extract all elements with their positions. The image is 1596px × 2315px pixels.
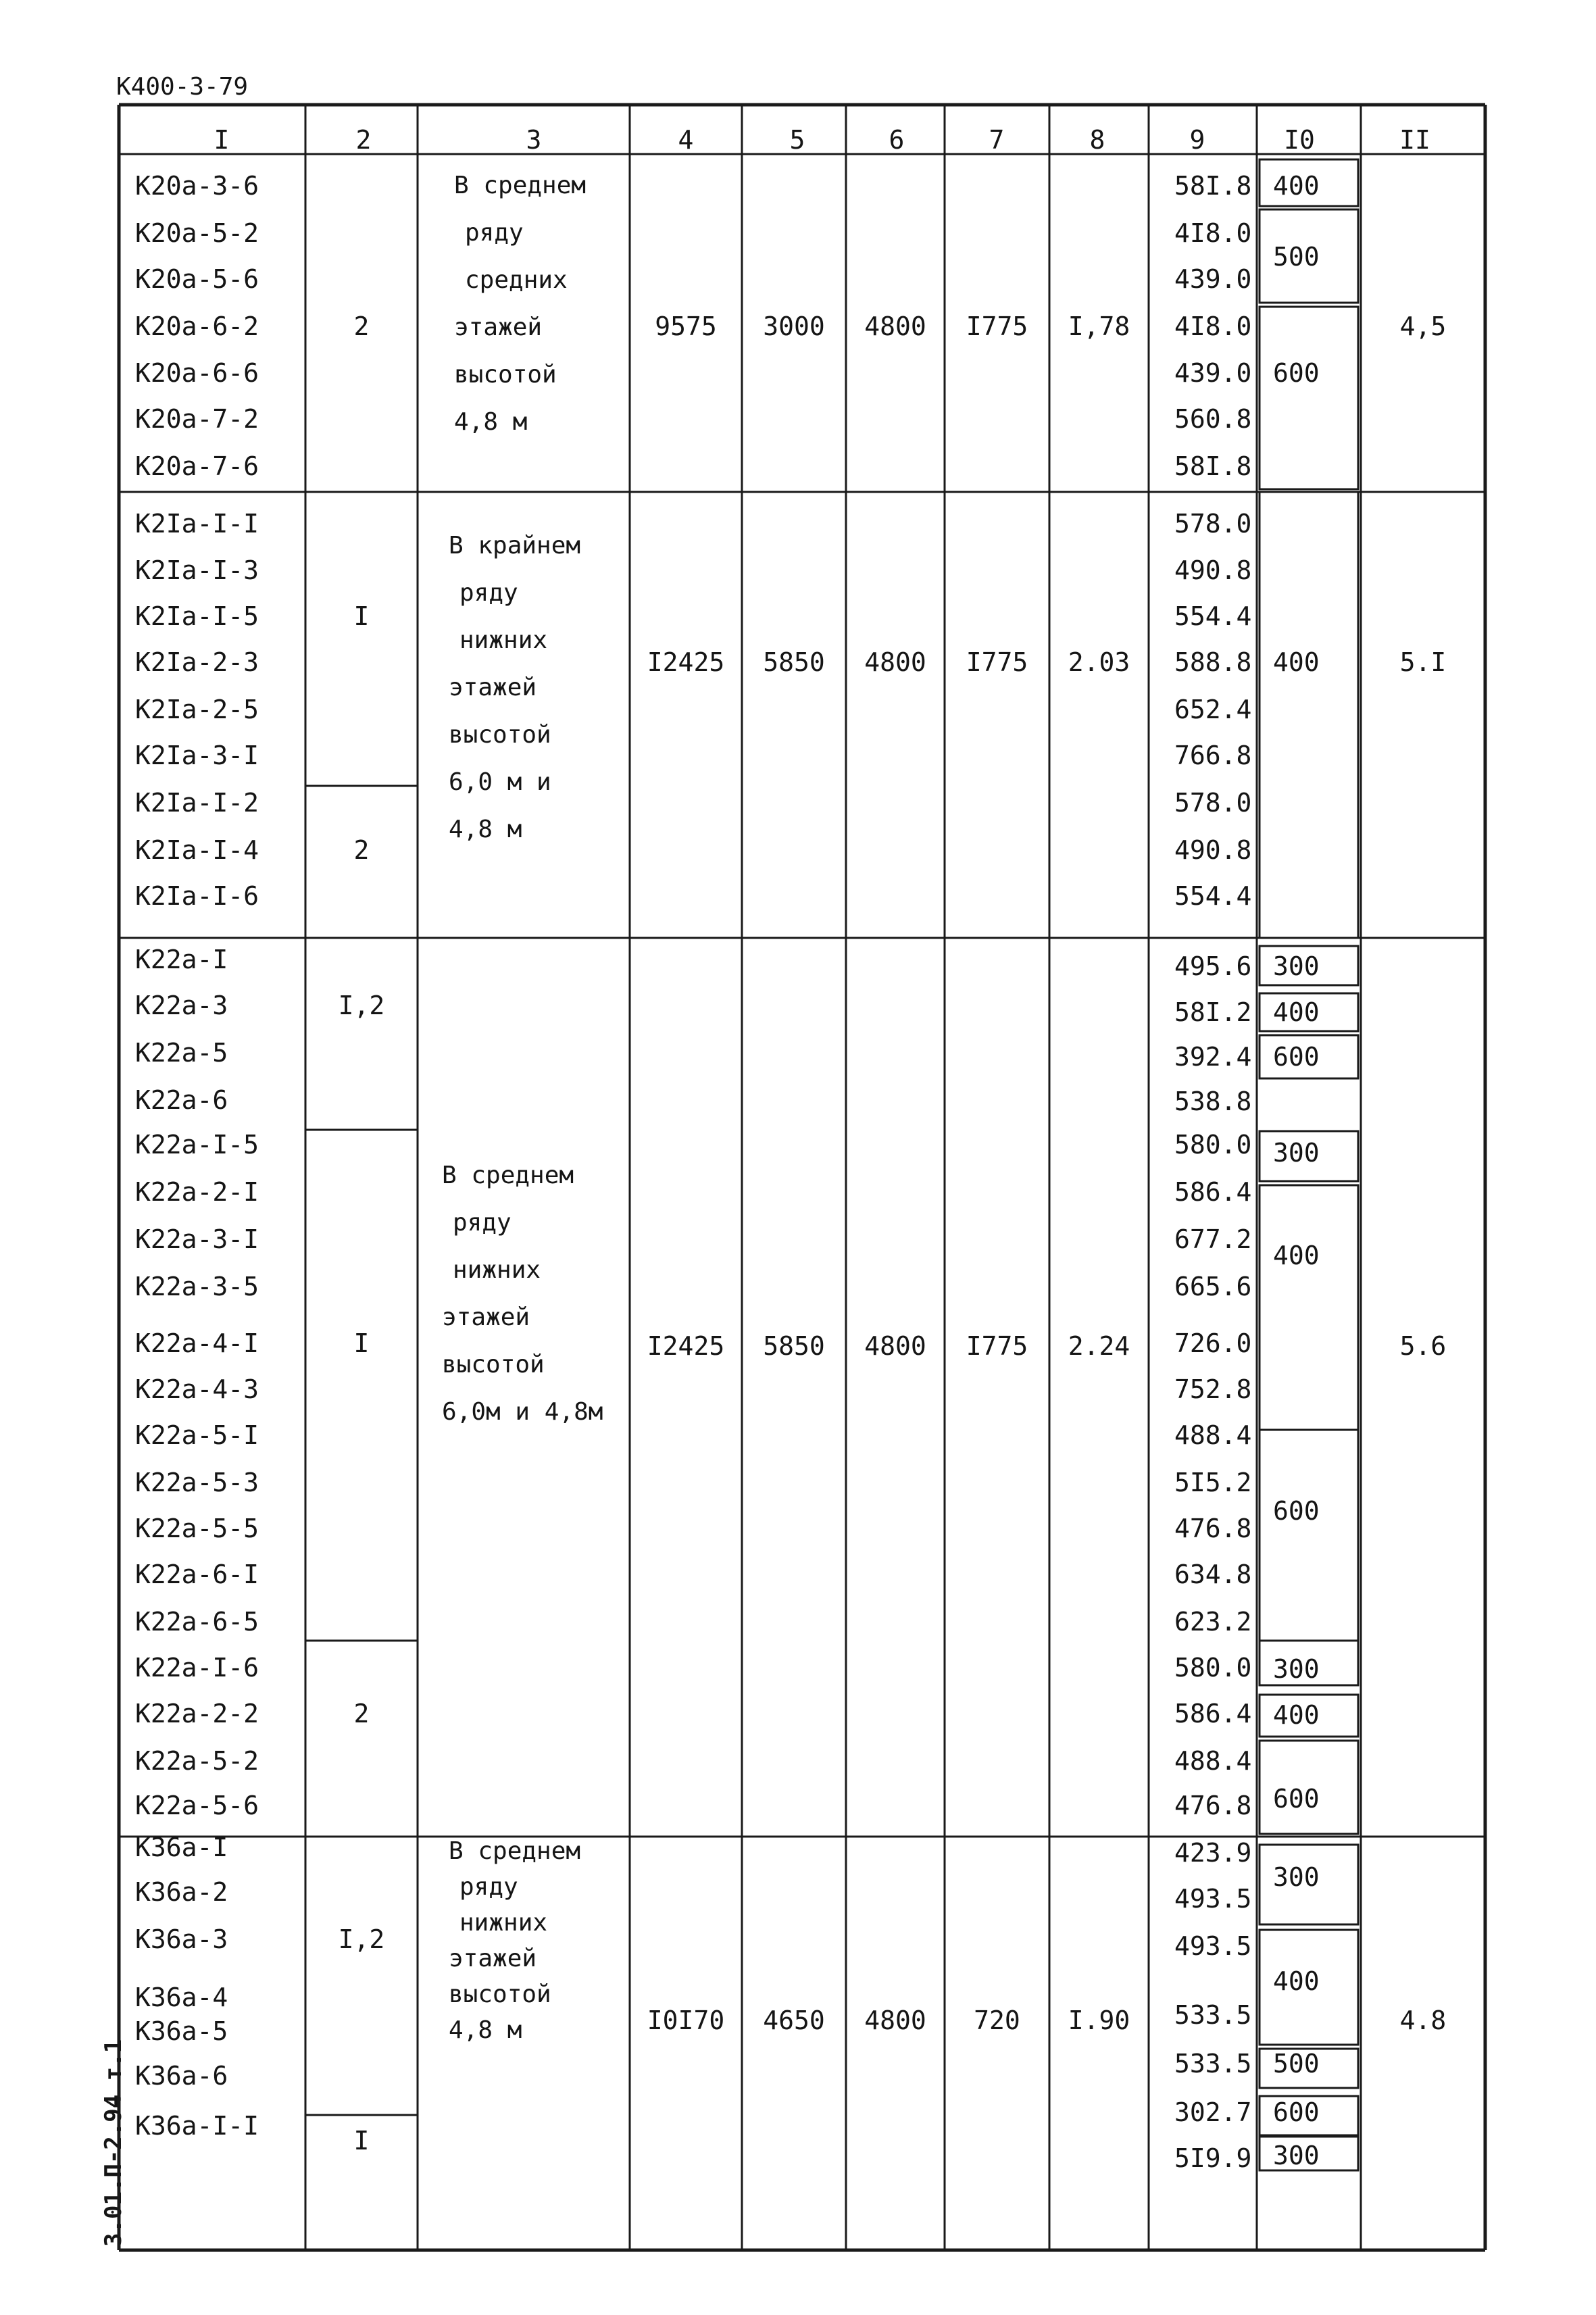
header-col-9: 9: [1189, 125, 1205, 155]
col9-cell: 439.0: [1174, 358, 1252, 388]
col6-cell: 4800: [864, 1331, 926, 1361]
col10-box: [1260, 1430, 1358, 1641]
col9-cell: 4I8.0: [1174, 218, 1252, 248]
col11-cell: 4,5: [1399, 312, 1447, 341]
col9-cell: 634.8: [1174, 1560, 1252, 1589]
document-code: К400-3-79: [116, 73, 249, 101]
col10-cell: 600: [1273, 1784, 1320, 1814]
description-line: 6,0м и 4,8м: [442, 1398, 603, 1426]
col11-cell: 5.I: [1399, 647, 1447, 677]
col9-cell: 554.4: [1174, 881, 1252, 911]
description-line: 4,8 м: [449, 2016, 522, 2044]
col9-cell: 588.8: [1174, 647, 1252, 677]
col9-cell: 4I8.0: [1174, 312, 1252, 341]
col5-cell: 4650: [763, 2006, 825, 2035]
col10-box: [1260, 1185, 1358, 1430]
col4-cell: I0I70: [647, 2006, 725, 2035]
col9-cell: 476.8: [1174, 1791, 1252, 1820]
header-col-5: 5: [789, 125, 805, 155]
col6-cell: 4800: [864, 2006, 926, 2035]
mark-cell: К22а-6-5: [135, 1607, 259, 1637]
col9-cell: 533.5: [1174, 2000, 1252, 2030]
mark-cell: К22а-3-5: [135, 1272, 259, 1301]
col9-cell: 652.4: [1174, 695, 1252, 724]
col10-cell: 400: [1273, 1966, 1320, 1996]
col10-cell: 600: [1273, 2097, 1320, 2127]
mark-cell: К22а-4-3: [135, 1374, 259, 1404]
mark-cell: К2Iа-I-5: [135, 601, 259, 631]
col8-cell: I.90: [1068, 2006, 1130, 2035]
col8-cell: 2.03: [1068, 647, 1130, 677]
col9-cell: 5I9.9: [1174, 2143, 1252, 2173]
description-line: высотой: [442, 1351, 545, 1378]
col5-cell: 5850: [763, 647, 825, 677]
header-col-4: 4: [678, 125, 694, 155]
mark-cell: К2Iа-I-3: [135, 555, 259, 585]
col8-cell: 2.24: [1068, 1331, 1130, 1361]
description-cell: [442, 1152, 603, 1436]
col10-cell: 300: [1273, 1138, 1320, 1168]
col10-cell: 400: [1273, 171, 1320, 201]
header-col-8: 8: [1089, 125, 1105, 155]
col9-cell: 495.6: [1174, 951, 1252, 981]
col10-cell: 600: [1273, 1042, 1320, 1072]
col9-cell: 752.8: [1174, 1374, 1252, 1404]
col9-cell: 623.2: [1174, 1607, 1252, 1637]
col10-cell: 400: [1273, 1700, 1320, 1730]
col9-cell: 578.0: [1174, 788, 1252, 818]
col10-cell: 300: [1273, 951, 1320, 981]
col10-box: [1260, 307, 1358, 489]
mark-cell: К22а-5-3: [135, 1468, 259, 1497]
mark-cell: К20а-5-2: [135, 218, 259, 248]
col9-cell: 488.4: [1174, 1746, 1252, 1776]
col9-cell: 439.0: [1174, 264, 1252, 294]
side-stamp: 3.01.П-2.94 т.1: [100, 2039, 127, 2247]
mark-cell: К36а-3: [135, 1924, 228, 1954]
col10-cell: 300: [1273, 2141, 1320, 2170]
col10-cell: 500: [1273, 2049, 1320, 2078]
description-line: нижних: [459, 626, 548, 654]
col9-cell: 580.0: [1174, 1653, 1252, 1683]
col9-cell: 490.8: [1174, 555, 1252, 585]
mark-cell: К20а-7-6: [135, 451, 259, 481]
header-col-6: 6: [889, 125, 905, 155]
col7-cell: I775: [966, 312, 1028, 341]
col10-cell: 400: [1273, 647, 1320, 677]
mark-cell: К22а-6-I: [135, 1560, 259, 1589]
col4-cell: 9575: [655, 312, 717, 341]
col2-cell: 2: [353, 312, 370, 341]
header-col-2: 2: [355, 125, 372, 155]
mark-cell: К22а-I-6: [135, 1653, 259, 1683]
description-line: высотой: [449, 721, 551, 749]
mark-cell: К2Iа-I-I: [135, 509, 259, 539]
description-line: ряду: [465, 219, 524, 247]
col10-cell: 400: [1273, 1241, 1320, 1270]
col10-cell: 300: [1273, 1654, 1320, 1684]
col9-cell: 726.0: [1174, 1328, 1252, 1358]
mark-cell: К22а-6: [135, 1085, 228, 1115]
description-line: средних: [465, 266, 568, 294]
mark-cell: К22а-2-2: [135, 1699, 259, 1728]
description-line: В среднем: [449, 1837, 581, 1865]
mark-cell: К22а-3: [135, 991, 228, 1020]
col9-cell: 677.2: [1174, 1224, 1252, 1254]
description-line: нижних: [459, 1909, 548, 1937]
mark-cell: К20а-3-6: [135, 171, 259, 201]
col10-cell: 600: [1273, 358, 1320, 388]
mark-cell: К2Iа-2-5: [135, 695, 259, 724]
mark-cell: К36а-6: [135, 2061, 228, 2091]
col9-cell: 488.4: [1174, 1420, 1252, 1450]
col10-cell: 600: [1273, 1496, 1320, 1526]
col10-cell: 400: [1273, 997, 1320, 1027]
description-line: 6,0 м и: [449, 768, 551, 796]
col2-cell: 2: [353, 835, 370, 865]
col9-cell: 533.5: [1174, 2049, 1252, 2078]
col10-box: [1260, 492, 1358, 938]
col9-cell: 5I5.2: [1174, 1468, 1252, 1497]
header-col-1: I: [214, 125, 230, 155]
mark-cell: К22а-5-I: [135, 1420, 259, 1450]
description-line: этажей: [442, 1303, 530, 1331]
col9-cell: 392.4: [1174, 1042, 1252, 1072]
description-cell: [449, 1833, 580, 2048]
col9-cell: 586.4: [1174, 1177, 1252, 1207]
description-line: 4,8 м: [454, 408, 528, 436]
col7-cell: 720: [974, 2006, 1020, 2035]
description-line: этажей: [449, 1945, 537, 1972]
col4-cell: I2425: [647, 1331, 725, 1361]
col9-cell: 58I.8: [1174, 451, 1252, 481]
col5-cell: 5850: [763, 1331, 825, 1361]
col6-cell: 4800: [864, 647, 926, 677]
mark-cell: К22а-4-I: [135, 1328, 259, 1358]
mark-cell: К36а-I-I: [135, 2111, 259, 2141]
mark-cell: К22а-5-5: [135, 1514, 259, 1543]
description-line: высотой: [454, 361, 557, 389]
col9-cell: 58I.8: [1174, 171, 1252, 201]
col9-cell: 476.8: [1174, 1514, 1252, 1543]
description-line: этажей: [454, 314, 543, 341]
col2-cell: I: [353, 1328, 370, 1358]
header-col-3: 3: [526, 125, 542, 155]
col2-cell: I: [353, 2126, 370, 2156]
mark-cell: К20а-5-6: [135, 264, 259, 294]
col11-cell: 5.6: [1399, 1331, 1447, 1361]
col8-cell: I,78: [1068, 312, 1130, 341]
mark-cell: К22а-5-2: [135, 1746, 259, 1776]
description-line: высотой: [449, 1981, 551, 2008]
col2-cell: I,2: [338, 991, 385, 1020]
col9-cell: 490.8: [1174, 835, 1252, 865]
description-line: В крайнем: [449, 532, 581, 559]
header-col-7: 7: [989, 125, 1005, 155]
col9-cell: 766.8: [1174, 741, 1252, 770]
description-line: этажей: [449, 674, 537, 701]
description-line: В среднем: [454, 172, 587, 199]
col7-cell: I775: [966, 1331, 1028, 1361]
description-line: В среднем: [442, 1162, 574, 1189]
description-cell: [454, 162, 586, 446]
description-line: ряду: [453, 1209, 512, 1237]
col9-cell: 665.6: [1174, 1272, 1252, 1301]
mark-cell: К20а-6-2: [135, 312, 259, 341]
col9-cell: 578.0: [1174, 509, 1252, 539]
mark-cell: К22а-5-6: [135, 1791, 259, 1820]
col9-cell: 554.4: [1174, 601, 1252, 631]
mark-cell: К22а-5: [135, 1038, 228, 1068]
mark-cell: К36а-4: [135, 1983, 228, 2012]
mark-cell: К2Iа-2-3: [135, 647, 259, 677]
col9-cell: 423.9: [1174, 1838, 1252, 1868]
mark-cell: К36а-2: [135, 1877, 228, 1907]
mark-cell: К2Iа-I-4: [135, 835, 259, 865]
mark-cell: К22а-2-I: [135, 1177, 259, 1207]
mark-cell: К20а-6-6: [135, 358, 259, 388]
col10-cell: 500: [1273, 242, 1320, 272]
col9-cell: 580.0: [1174, 1130, 1252, 1160]
col2-cell: I,2: [338, 1924, 385, 1954]
description-line: ряду: [459, 579, 518, 607]
col9-cell: 538.8: [1174, 1087, 1252, 1116]
mark-cell: К2Iа-I-2: [135, 788, 259, 818]
col9-cell: 302.7: [1174, 2097, 1252, 2127]
col9-cell: 586.4: [1174, 1699, 1252, 1728]
description-cell: [449, 522, 580, 853]
mark-cell: К22а-I-5: [135, 1130, 259, 1160]
mark-cell: К2Iа-I-6: [135, 881, 259, 911]
description-line: нижних: [453, 1256, 541, 1284]
mark-cell: К20а-7-2: [135, 404, 259, 434]
col2-cell: 2: [353, 1699, 370, 1728]
col10-cell: 300: [1273, 1862, 1320, 1892]
col6-cell: 4800: [864, 312, 926, 341]
col9-cell: 493.5: [1174, 1884, 1252, 1914]
mark-cell: К36а-I: [135, 1833, 228, 1862]
description-line: 4,8 м: [449, 816, 522, 843]
mark-cell: К36а-5: [135, 2016, 228, 2046]
col9-cell: 58I.2: [1174, 997, 1252, 1027]
col2-cell: I: [353, 601, 370, 631]
col7-cell: I775: [966, 647, 1028, 677]
mark-cell: К22а-I: [135, 945, 228, 974]
description-line: ряду: [459, 1873, 518, 1901]
mark-cell: К2Iа-3-I: [135, 741, 259, 770]
col5-cell: 3000: [763, 312, 825, 341]
col11-cell: 4.8: [1399, 2006, 1447, 2035]
col9-cell: 493.5: [1174, 1931, 1252, 1961]
col4-cell: I2425: [647, 647, 725, 677]
header-col-11: II: [1399, 125, 1430, 155]
header-col-10: I0: [1284, 125, 1315, 155]
col9-cell: 560.8: [1174, 404, 1252, 434]
mark-cell: К22а-3-I: [135, 1224, 259, 1254]
